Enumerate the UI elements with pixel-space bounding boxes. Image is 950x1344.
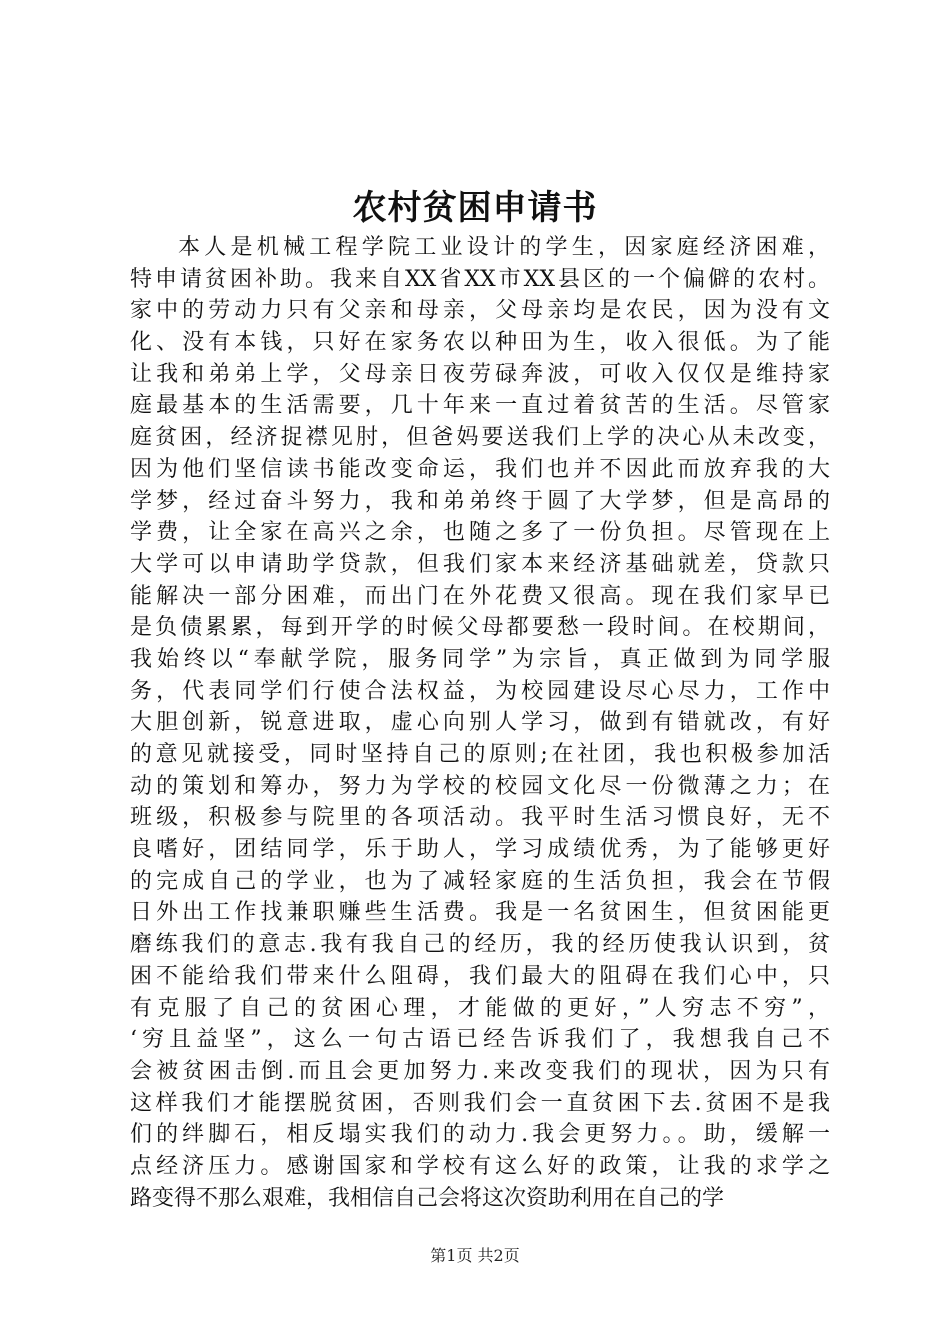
body-line: 本人是机械工程学院工业设计的学生，因家庭经济困难， (178, 235, 830, 260)
document-body (130, 232, 830, 1214)
body-line: 点经济压力。感谢国家和学校有这么好的政策，让我的求学之 (130, 1153, 830, 1179)
body-line: 化、没有本钱，只好在家务农以种田为生，收入很低。为了能 (130, 330, 830, 356)
body-line: 困不能给我们带来什么阻碍，我们最大的阻碍在我们心中，只 (130, 963, 830, 989)
body-line: 磨练我们的意志.我有我自己的经历，我的经历使我认识到，贫 (130, 932, 830, 958)
body-line: 们的绊脚石，相反塌实我们的动力.我会更努力。。助，缓解一 (130, 1122, 830, 1148)
page-number-footer: 第1页 共2页 (430, 1246, 520, 1265)
body-line: 班级，积极参与院里的各项活动。我平时生活习惯良好，无不 (130, 805, 830, 831)
body-line: 务，代表同学们行使合法权益，为校园建设尽心尽力，工作中 (130, 678, 830, 704)
document-title: 农村贫困申请书 (352, 188, 598, 228)
body-line: 因为他们坚信读书能改变命运，我们也并不因此而放弃我的大 (130, 456, 830, 482)
body-line: 大学可以申请助学贷款，但我们家本来经济基础就差，贷款只 (130, 551, 830, 577)
body-line: 是负债累累，每到开学的时候父母都要愁一段时间。在校期间， (130, 615, 830, 641)
body-line: 会被贫困击倒.而且会更加努力.来改变我们的现状，因为只有 (130, 1058, 830, 1084)
body-line: 学梦，经过奋斗努力，我和弟弟终于圆了大学梦，但是高昂的 (130, 488, 830, 514)
body-line: 有克服了自己的贫困心理，才能做的更好，”人穷志不穷”， (130, 995, 830, 1021)
body-line: 特申请贫困补助。我来自XX省XX市XX县区的一个偏僻的农村。 (130, 266, 830, 292)
body-line: 良嗜好，团结同学，乐于助人，学习成绩优秀，为了能够更好 (130, 837, 830, 863)
body-line: 学费，让全家在高兴之余，也随之多了一份负担。尽管现在上 (130, 520, 830, 546)
body-line: 路变得不那么艰难，我相信自己会将这次资助利用在自己的学 (130, 1185, 725, 1211)
body-line: 我始终以“奉献学院，服务同学”为宗旨，真正做到为同学服 (130, 646, 830, 672)
body-line: 大胆创新，锐意进取，虚心向别人学习，做到有错就改，有好 (130, 710, 830, 736)
body-line: 庭最基本的生活需要，几十年来一直过着贫苦的生活。尽管家 (130, 393, 830, 419)
body-line: 家中的劳动力只有父亲和母亲，父母亲均是农民，因为没有文 (130, 298, 830, 324)
body-line: 让我和弟弟上学，父母亲日夜劳碌奔波，可收入仅仅是维持家 (130, 361, 830, 387)
body-line: ‘穷且益坚”，这么一句古语已经告诉我们了，我想我自己不 (130, 1027, 830, 1053)
body-line: 这样我们才能摆脱贫困，否则我们会一直贫困下去.贫困不是我 (130, 1090, 830, 1116)
body-line: 庭贫困，经济捉襟见肘，但爸妈要送我们上学的决心从未改变， (130, 425, 830, 451)
body-line: 的意见就接受，同时坚持自己的原则;在社团，我也积极参加活 (130, 742, 830, 767)
body-line: 日外出工作找兼职赚些生活费。我是一名贫困生，但贫困能更 (130, 900, 830, 926)
body-line: 动的策划和筹办，努力为学校的校园文化尽一份微薄之力；在 (130, 773, 830, 799)
body-line: 的完成自己的学业，也为了减轻家庭的生活负担，我会在节假 (130, 868, 830, 894)
body-line: 能解决一部分困难，而出门在外花费又很高。现在我们家早已 (130, 583, 830, 609)
